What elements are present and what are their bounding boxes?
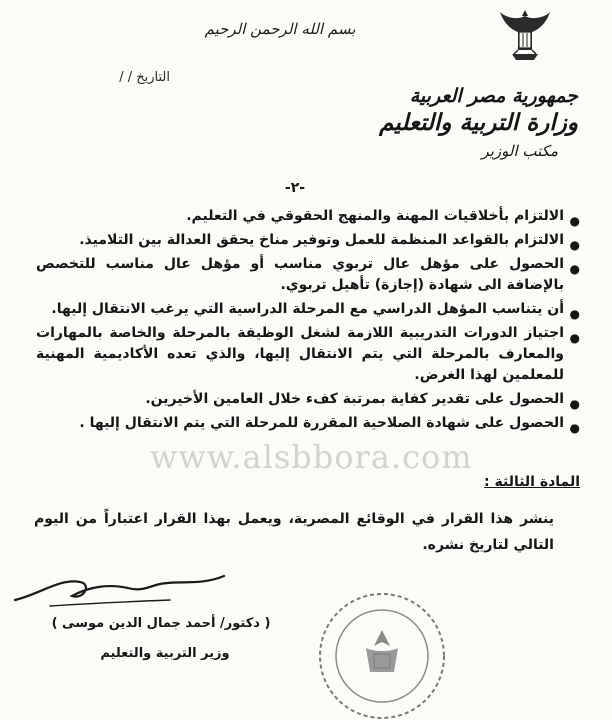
page-number: -٢- <box>284 180 306 196</box>
office-name: مكتب الوزير <box>481 142 558 160</box>
signature-icon <box>10 566 230 616</box>
bullet-icon: ● <box>569 397 580 411</box>
list-item <box>36 206 584 227</box>
list-item-text: الحصول على تقدير كفاية بمرتبة كفء خلال العامين الأخيرين. <box>145 391 564 407</box>
list-item <box>36 299 584 320</box>
list-item-text: الحصول على شهادة الصلاحية المقررة للمرحلة التي يتم الانتقال إليها . <box>79 415 564 431</box>
minister-name: ( دكتور/ أحمد جمال الدين موسى ) <box>51 616 271 631</box>
list-item <box>36 254 584 296</box>
basmala: بسم الله الرحمن الرحيم <box>204 20 356 38</box>
bullet-icon: ● <box>569 331 580 345</box>
bullet-icon: ● <box>569 238 580 252</box>
list-item-text: اجتياز الدورات التدريبية اللازمة لشغل الوظيفة بالمرحلة والخاصة بالمهارات والمعارف بالمرحلة التي يتم الانتقال إليها، والذي تعده الأكاديمية المهنية للمعلمين لهذا الغرض. <box>36 325 564 383</box>
bullet-icon: ● <box>569 262 580 276</box>
eagle-emblem-icon <box>498 6 552 66</box>
requirements-list <box>36 206 584 437</box>
article-body: ينشر هذا القرار في الوقائع المصرية، ويعمل بهذا القرار اعتباراً من اليوم التالي لتاريخ نشره. <box>34 511 554 553</box>
list-item <box>36 413 584 434</box>
article-heading: المادة الثالثة : <box>484 474 580 490</box>
bullet-icon: ● <box>569 307 580 321</box>
list-item-text: الالتزام بأخلاقيات المهنة والمنهج الحقوقي في التعليم. <box>186 208 564 224</box>
letterhead <box>378 84 578 164</box>
list-item-text: الالتزام بالقواعد المنظمة للعمل وتوفير مناخ يحقق العدالة بين التلاميذ. <box>79 232 564 248</box>
list-item-text: أن يتناسب المؤهل الدراسي مع المرحلة الدراسية التي يرغب الانتقال إليها. <box>51 301 564 317</box>
list-item <box>36 230 584 251</box>
country-name: جمهورية مصر العربية <box>409 85 578 107</box>
seal-stamp-icon <box>312 586 452 720</box>
date-field: التاريخ / / <box>119 70 170 85</box>
watermark: www.alsbbora.com <box>150 438 473 476</box>
ministry-name: وزارة التربية والتعليم <box>379 109 578 136</box>
list-item <box>36 323 584 386</box>
bullet-icon: ● <box>569 214 580 228</box>
list-item-text: الحصول على مؤهل عال تربوي مناسب أو مؤهل عال مناسب للتخصص بالإضافة الى شهادة (إجازة) تأهيل تربوي. <box>36 256 564 293</box>
bullet-icon: ● <box>569 421 580 435</box>
minister-title: وزير التربية والتعليم <box>100 646 230 661</box>
list-item <box>36 389 584 410</box>
